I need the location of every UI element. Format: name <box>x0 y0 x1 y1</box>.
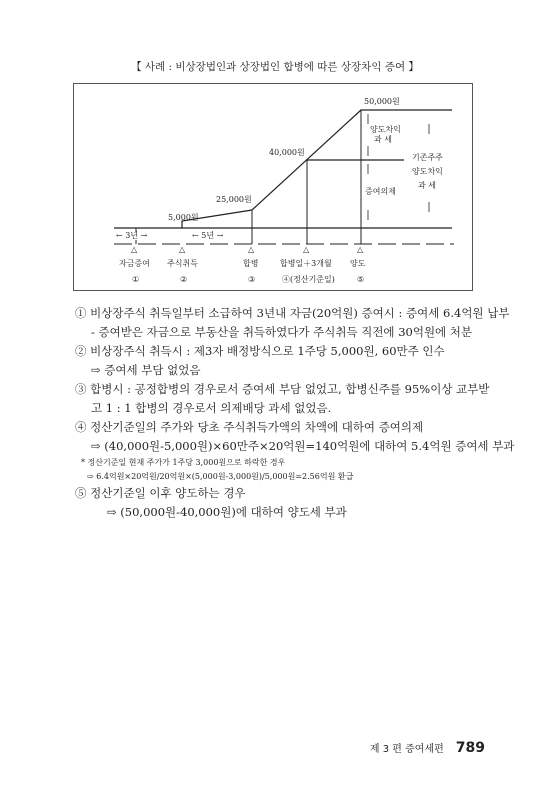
event-mark-4: △ <box>303 245 310 254</box>
line-share-acquisition: ② 비상장주식 취득시 : 제3자 배정방식으로 1주당 5,000원, 60만주 인수 <box>75 344 445 358</box>
page-footer <box>370 740 485 756</box>
line-settlement-date: ④ 정산기준일의 주가와 당초 주식취득가액의 차액에 대하여 증여의제 <box>75 420 424 434</box>
line-settlement-calc: ⇨ (40,000원-5,000원)×60만주×20억원=140억원에 대하여 5.4억원 증여세 부과 <box>91 439 515 453</box>
event-mark-5: △ <box>357 245 364 254</box>
line-gift-funds: ① 비상장주식 취득일부터 소급하여 3년내 자금(20억원) 증여시 : 증여세 6.4억원 납부 <box>75 306 510 320</box>
event-num-4: ④(정산기준일) <box>282 275 335 284</box>
event-num-1: ① <box>132 275 140 284</box>
note-refund-calc: ⇨ 6.4억원×20억원/20억원×(5,000원-3,000원)/5,000원=2.56억원 환급 <box>87 472 354 481</box>
gain-tax-label-1: 양도차익 <box>370 125 401 134</box>
event-name-4: 합병일＋3개월 <box>280 259 332 268</box>
event-name-1: 자금증여 <box>119 259 150 268</box>
event-mark-3: △ <box>248 245 255 254</box>
label-40000: 40,000원 <box>269 148 305 157</box>
existing-label-1: 기존주주 <box>412 153 443 162</box>
existing-label-3: 과 세 <box>418 181 436 190</box>
span-3-years: ← 3년 → <box>116 231 148 240</box>
line-no-gift-tax: ⇨ 증여세 부담 없었음 <box>91 363 201 377</box>
event-mark-1: △ <box>131 245 138 254</box>
page-number: 789 <box>455 740 485 756</box>
section-title: 제 3 편 증여세편 <box>369 744 444 755</box>
event-num-3: ③ <box>248 275 256 284</box>
event-num-5: ⑤ <box>357 275 365 284</box>
gain-tax-label-2: 과 세 <box>374 135 392 144</box>
event-name-2: 주식취득 <box>167 259 198 268</box>
note-price-drop: * 정산기준일 현재 주가가 1주당 3,000원으로 하락한 경우 <box>81 458 286 467</box>
label-5000: 5,000원 <box>168 213 199 222</box>
label-50000: 50,000원 <box>364 97 400 106</box>
label-25000: 25,000원 <box>216 195 252 204</box>
existing-label-2: 양도차익 <box>412 167 443 176</box>
event-mark-2: △ <box>179 245 186 254</box>
case-explanation <box>75 304 515 522</box>
line-real-estate: - 증여받은 자금으로 부동산을 취득하였다가 주식취득 직전에 30억원에 처분 <box>91 325 473 339</box>
event-name-3: 합병 <box>243 259 259 268</box>
line-transfer: ⑤ 정산기준일 이후 양도하는 경우 <box>75 486 246 500</box>
gift-tax-label: 증여의제 <box>365 187 396 196</box>
figure-caption: 【 사례 : 비상장법인과 상장법인 합병에 따른 상장차익 증여 】 <box>131 61 419 73</box>
event-num-2: ② <box>180 275 188 284</box>
line-transfer-tax: ⇨ (50,000원-40,000원)에 대하여 양도세 부과 <box>107 505 347 519</box>
event-name-5: 양도 <box>350 259 366 268</box>
line-merger: ③ 합병시 : 공정합병의 경우로서 증여세 부담 없었고, 합병신주를 95%이상 교부받 <box>75 382 490 396</box>
span-5-years: ← 5년 → <box>192 231 224 240</box>
timeline-figure <box>73 83 473 291</box>
line-merger-cont: 고 1 : 1 합병의 경우로서 의제배당 과세 없었음. <box>91 401 332 415</box>
